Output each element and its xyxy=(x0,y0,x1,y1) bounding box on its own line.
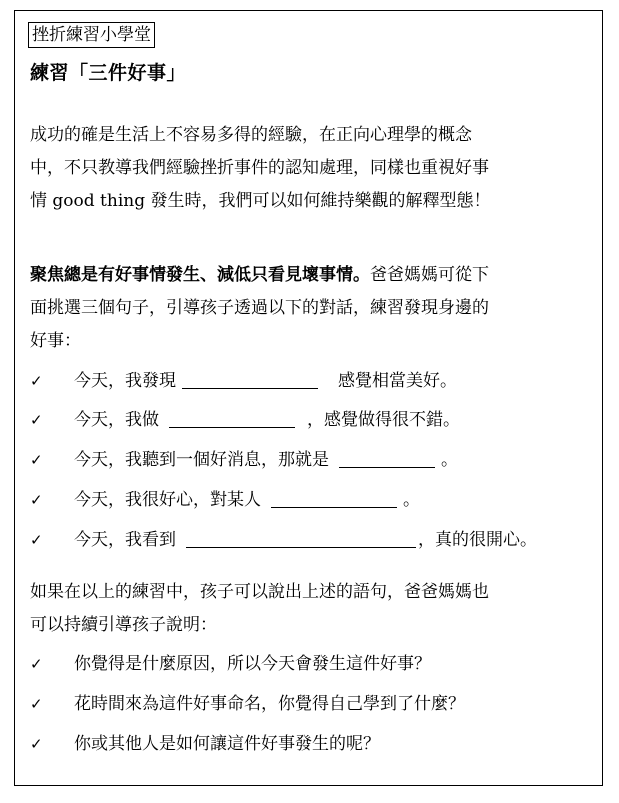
check-icon: ✓ xyxy=(30,372,43,390)
sentence-after: ，真的很開心。 xyxy=(418,530,537,550)
question-item xyxy=(30,648,431,681)
blank-line[interactable] xyxy=(186,527,416,548)
intro-paragraph xyxy=(30,119,596,218)
check-icon: ✓ xyxy=(30,491,43,509)
sentence-before: 今天，我發現 xyxy=(74,371,176,391)
focus-text: 爸爸媽媽可從下 xyxy=(370,265,489,285)
sentence-after: 。 xyxy=(403,490,420,510)
blank-line[interactable] xyxy=(182,368,318,389)
blank-line[interactable] xyxy=(339,447,435,468)
check-icon: ✓ xyxy=(30,531,43,549)
focus-line: 好事： xyxy=(30,331,81,351)
check-icon: ✓ xyxy=(30,655,43,673)
sentence-item xyxy=(30,404,460,437)
sentence-before: 今天，我很好心，對某人 xyxy=(74,490,261,510)
sentence-after: 感覺相當美好。 xyxy=(338,371,457,391)
focus-line xyxy=(30,259,596,292)
question-text: 你覺得是什麼原因，所以今天會發生這件好事？ xyxy=(74,654,431,674)
sentence-item xyxy=(30,365,457,398)
sentence-after: ，感覺做得很不錯。 xyxy=(307,410,460,430)
page-title: 練習「三件好事」 xyxy=(30,62,187,84)
sentence-item xyxy=(30,524,537,557)
followup-line: 如果在以上的練習中，孩子可以說出上述的語句，爸爸媽媽也 xyxy=(30,582,489,602)
check-icon: ✓ xyxy=(30,735,43,753)
section-tag: 挫折練習小學堂 xyxy=(28,22,155,48)
intro-line: 情 good thing 發生時，我們可以如何維持樂觀的解釋型態！ xyxy=(30,191,491,211)
check-icon: ✓ xyxy=(30,411,43,429)
sentence-before: 今天，我看到 xyxy=(74,530,176,550)
focus-bold-text: 聚焦總是有好事情發生、減低只看見壞事情。 xyxy=(30,265,370,285)
check-icon: ✓ xyxy=(30,451,43,469)
sentence-before: 今天，我做 xyxy=(74,410,159,430)
sentence-item xyxy=(30,444,458,477)
followup-paragraph xyxy=(30,576,596,642)
question-item xyxy=(30,728,380,761)
blank-line[interactable] xyxy=(271,487,397,508)
blank-line[interactable] xyxy=(169,407,295,428)
focus-line: 面挑選三個句子，引導孩子透過以下的對話，練習發現身邊的 xyxy=(30,298,489,318)
check-icon: ✓ xyxy=(30,695,43,713)
sentence-before: 今天，我聽到一個好消息，那就是 xyxy=(74,450,329,470)
followup-line: 可以持續引導孩子說明： xyxy=(30,615,217,635)
intro-line: 成功的確是生活上不容易多得的經驗，在正向心理學的概念 xyxy=(30,125,472,145)
question-item xyxy=(30,688,465,721)
sentence-item xyxy=(30,484,420,517)
question-text: 花時間來為這件好事命名，你覺得自己學到了什麼？ xyxy=(74,694,465,714)
sentence-after: 。 xyxy=(441,450,458,470)
question-text: 你或其他人是如何讓這件好事發生的呢？ xyxy=(74,734,380,754)
intro-line: 中，不只教導我們經驗挫折事件的認知處理，同樣也重視好事 xyxy=(30,158,489,178)
focus-paragraph xyxy=(30,259,596,358)
